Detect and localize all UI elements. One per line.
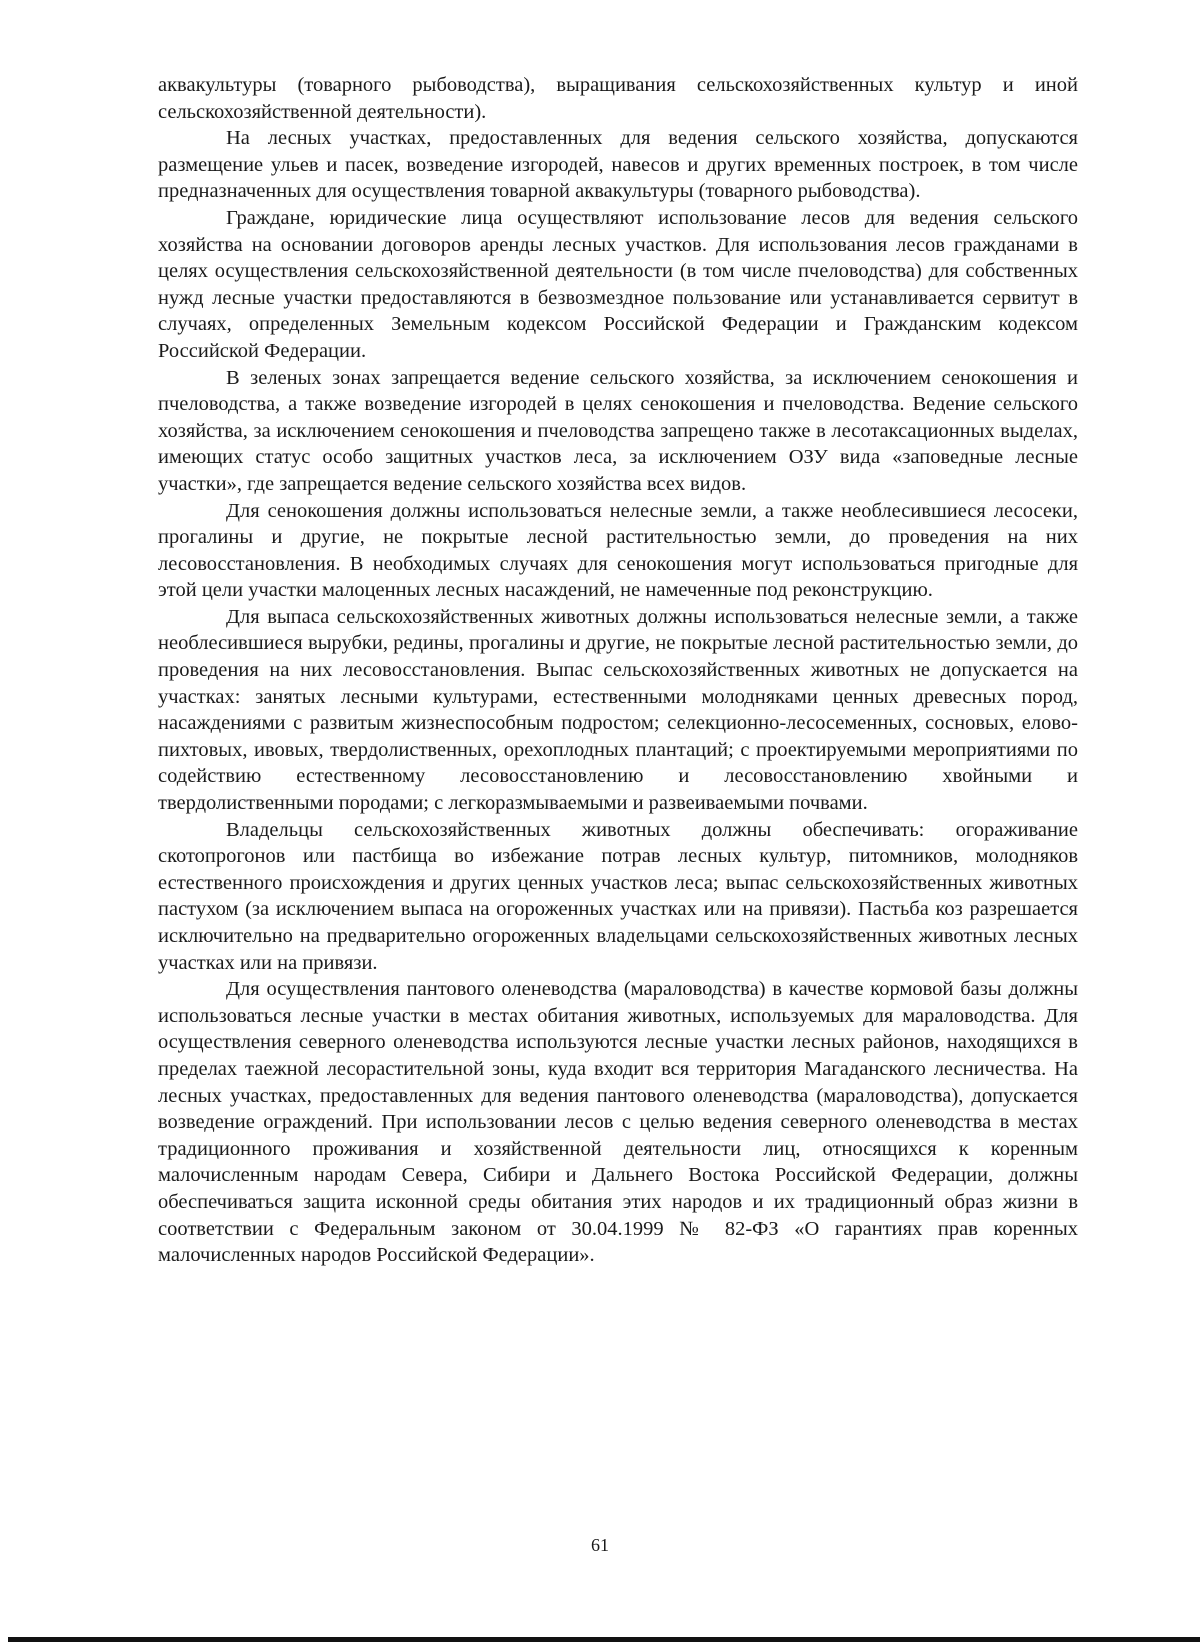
page-number: 61: [591, 1535, 609, 1555]
paragraph-livestock-owners: Владельцы сельскохозяйственных животных должны обеспечивать: огораживание скотопрогонов или пастбища во избежание потрав лесных культур, питомников, молодняков естественного происхождения и других ценных участков леса; выпас сельскохозяйственных животных пастухом (за исключением выпаса на огороженных участках или на привязи). Пастьба коз разрешается исключительно на предварительно огороженных владельцами сельскохозяйственных животных лесных участках или на привязи.: [158, 818, 1078, 974]
paragraph-reindeer-herding: Для осуществления пантового оленеводства (мараловодства) в качестве кормовой базы должны использоваться лесные участки в местах обитания животных, используемых для мараловодства. Для осуществления северного оленеводства используются лесные участки лесных районов, находящихся в пределах таежной лесорастительной зоны, куда входит вся территория Магаданского лесничества. На лесных участках, предоставленных для ведения пантового оленеводства (мараловодства), допускается возведение ограждений. При использовании лесов с целью ведения северного оленеводства в местах традиционного проживания и хозяйственной деятельности лиц, относящихся к коренным малочисленным народам Севера, Сибири и Дальнего Востока Российской Федерации, должны обеспечиваться защита исконной среды обитания этих народов и их традиционный образ жизни в соответствии с Федеральным законом от 30.04.1999 № 82-ФЗ «О гарантиях прав коренных малочисленных народов Российской Федерации».: [158, 978, 1078, 1267]
bottom-rule: [8, 1637, 1200, 1642]
paragraph-haymaking: Для сенокошения должны использоваться нелесные земли, а также необлесившиеся лесосеки, прогалины и другие, не покрытые лесной растительностью земли, до проведения на них лесовосстановления. В необходимых случаях для сенокошения могут использоваться пригодные для этой цели участки малоценных лесных насаждений, не намеченные под реконструкцию.: [158, 499, 1078, 602]
paragraph-citizens-lease: Граждане, юридические лица осуществляют использование лесов для ведения сельского хозяйства на основании договоров аренды лесных участков. Для использования лесов гражданами в целях осуществления сельскохозяйственной деятельности (в том числе пчеловодства) для собственных нужд лесные участки предоставляются в безвозмездное пользование или устанавливается сервитут в случаях, определенных Земельным кодексом Российской Федерации и Гражданским кодексом Российской Федерации.: [158, 206, 1078, 362]
paragraph-green-zones: В зеленых зонах запрещается ведение сельского хозяйства, за исключением сенокошения и пчеловодства, а также возведение изгородей в целях сенокошения и пчеловодства. Ведение сельского хозяйства, за исключением сенокошения и пчеловодства запрещено также в лесотаксационных выделах, имеющих статус особо защитных участков леса, за исключением ОЗУ вида «заповедные лесные участки», где запрещается ведение сельского хозяйства всех видов.: [158, 366, 1078, 495]
paragraph-grazing: Для выпаса сельскохозяйственных животных должны использоваться нелесные земли, а также необлесившиеся вырубки, редины, прогалины и другие, не покрытые лесной растительностью земли, до проведения на них лесовосстановления. Выпас сельскохозяйственных животных не допускается на участках: занятых лесными культурами, естественными молодняками ценных древесных пород, насаждениями с развитым жизнеспособным подростом; селекционно-лесосеменных, сосновых, елово-пихтовых, ивовых, твердолиственных, орехоплодных плантаций; с проектируемыми мероприятиями по содействию естественному лесовосстановлению и лесовосстановлению хвойными и твердолиственными породами; с легкоразмываемыми и развеиваемыми почвами.: [158, 605, 1078, 815]
document-page: [158, 72, 1078, 1269]
paragraph-forest-plots-agriculture: На лесных участках, предоставленных для ведения сельского хозяйства, допускаются размещение ульев и пасек, возведение изгородей, навесов и других временных построек, в том числе предназначенных для осуществления товарной аквакультуры (товарного рыбоводства).: [158, 127, 1078, 203]
paragraph-continuation: аквакультуры (товарного рыбоводства), выращивания сельскохозяйственных культур и иной сельскохозяйственной деятельности).: [158, 74, 1078, 123]
